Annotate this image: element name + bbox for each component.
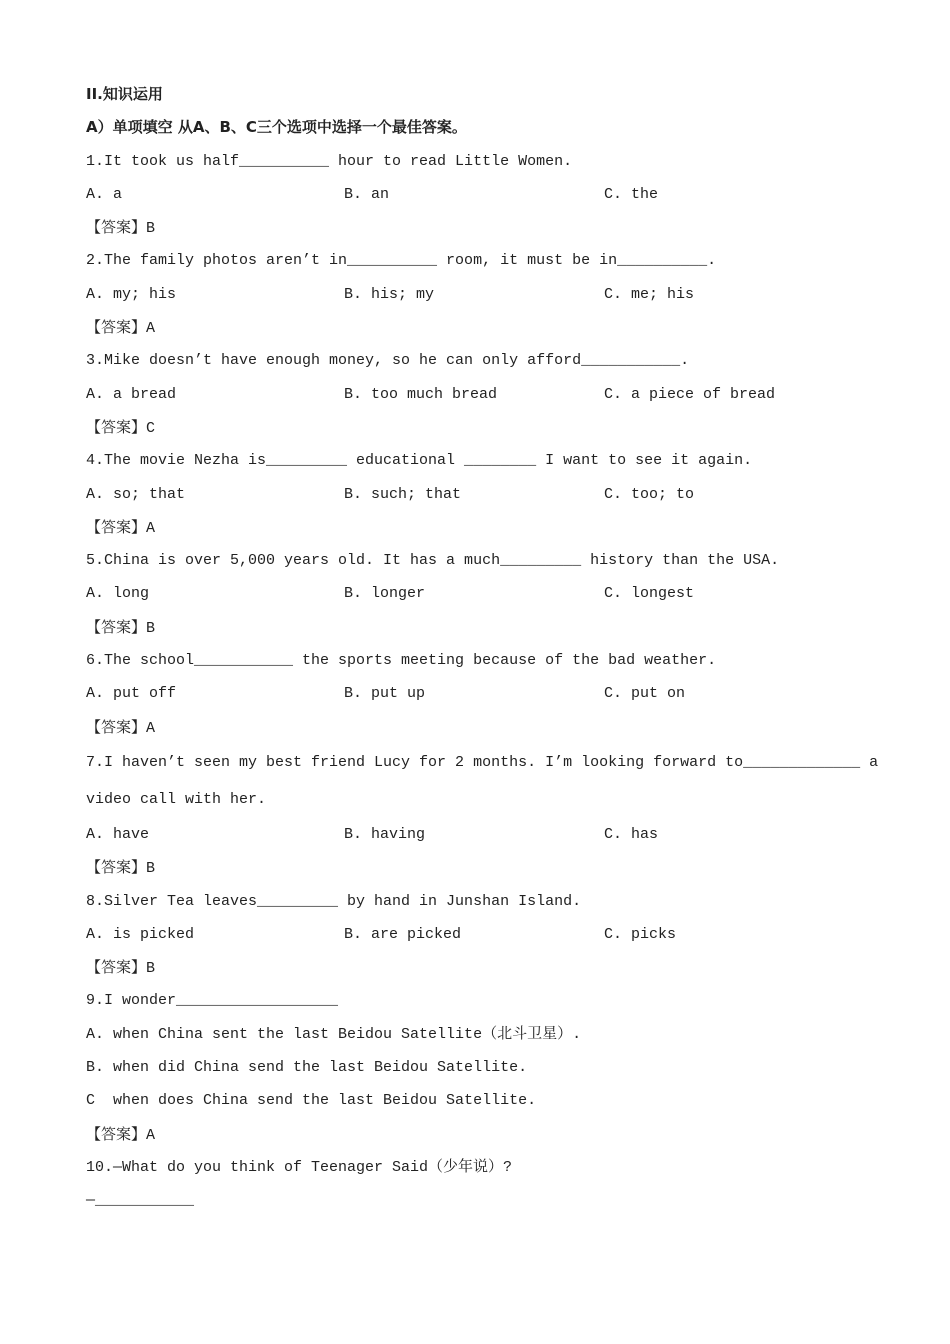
answer-line <box>86 951 866 984</box>
answer-line <box>86 211 866 244</box>
options-row <box>86 378 866 411</box>
option-c: C. put on <box>604 685 686 703</box>
question-stem <box>86 744 879 818</box>
answer-value: A <box>146 719 156 737</box>
option-b: B. put up <box>344 685 426 703</box>
document-page <box>86 78 879 1218</box>
question-stem: 6.The school___________ the sports meeting because of the bad weather. <box>86 652 717 670</box>
option-b: B. his; my <box>344 285 435 303</box>
answer-tag: 【答案】 <box>86 617 147 636</box>
answer-line <box>86 411 866 444</box>
options-row <box>86 577 866 610</box>
option-b: B. having <box>344 825 426 843</box>
option-c: C. picks <box>604 925 677 943</box>
question-stem: 8.Silver Tea leaves_________ by hand in Junshan Island. <box>86 892 582 910</box>
answer-value: B <box>146 220 156 238</box>
answer-value: B <box>146 960 156 978</box>
option-c: C. too; to <box>604 485 695 503</box>
question-stem: 4.The movie Nezha is_________ educational ________ I want to see it again. <box>86 452 753 470</box>
option-c: C. a piece of bread <box>604 385 776 403</box>
answer-line <box>86 611 866 644</box>
option-b: B. when did China send the last Beidou Satellite. <box>86 1059 528 1077</box>
option-b: B. an <box>344 185 390 203</box>
question-stem: 10.—What do you think of Teenager Said（少年说）? <box>86 1158 513 1176</box>
option-c: C when does China send the last Beidou Satellite. <box>86 1092 537 1110</box>
answer-tag: 【答案】 <box>86 717 147 736</box>
answer-line <box>86 311 866 344</box>
question-stem: 3.Mike doesn’t have enough money, so he can only afford___________. <box>86 352 690 370</box>
option-a: A. so; that <box>86 485 186 503</box>
option-b: B. such; that <box>344 485 462 503</box>
option-a: A. my; his <box>86 285 177 303</box>
options-row <box>86 918 866 951</box>
answer-value: B <box>146 860 156 878</box>
option-b: B. longer <box>344 585 426 603</box>
option-c: C. me; his <box>604 285 695 303</box>
option-a: A. have <box>86 825 150 843</box>
option-a: A. when China sent the last Beidou Satellite（北斗卫星）. <box>86 1025 582 1043</box>
answer-line <box>86 711 866 744</box>
answer-line <box>86 511 866 544</box>
answer-value: A <box>146 320 156 338</box>
reply-blank: —___________ <box>86 1192 195 1210</box>
answer-value: B <box>146 619 156 637</box>
options-row <box>86 178 866 211</box>
answer-value: A <box>146 1126 156 1144</box>
answer-tag: 【答案】 <box>86 1124 147 1143</box>
answer-tag: 【答案】 <box>86 858 147 877</box>
option-a: A. is picked <box>86 925 195 943</box>
question-stem: 9.I wonder__________________ <box>86 992 339 1010</box>
answer-line <box>86 1118 866 1151</box>
option-c: C. the <box>604 185 659 203</box>
question-stem-line-1: 7.I haven’t seen my best friend Lucy for 2 months. I’m looking forward to_____________ a <box>86 753 879 771</box>
answer-tag: 【答案】 <box>86 218 147 237</box>
options-row <box>86 478 866 511</box>
options-row <box>86 677 866 710</box>
answer-tag: 【答案】 <box>86 958 147 977</box>
question-stem: 2.The family photos aren’t in__________ room, it must be in__________. <box>86 252 717 270</box>
answer-value: A <box>146 519 156 537</box>
question-stem: 1.It took us half__________ hour to read Little Women. <box>86 152 573 170</box>
answer-tag: 【答案】 <box>86 318 147 337</box>
section-title: II.知识运用 <box>86 85 163 103</box>
answer-tag: 【答案】 <box>86 417 147 436</box>
option-b: B. too much bread <box>344 385 498 403</box>
option-b: B. are picked <box>344 925 462 943</box>
option-a: A. a <box>86 185 123 203</box>
options-row <box>86 278 866 311</box>
option-a: A. a bread <box>86 385 177 403</box>
option-c: C. has <box>604 825 659 843</box>
answer-value: C <box>146 419 156 437</box>
instruction-text: A）单项填空 从A、B、C三个选项中选择一个最佳答案。 <box>86 118 467 137</box>
option-c: C. longest <box>604 585 695 603</box>
question-stem-line-2: video call with her. <box>86 790 267 808</box>
options-row <box>86 818 866 851</box>
answer-line <box>86 851 866 884</box>
question-stem: 5.China is over 5,000 years old. It has a much_________ history than the USA. <box>86 552 780 570</box>
option-a: A. long <box>86 585 150 603</box>
option-a: A. put off <box>86 685 177 703</box>
answer-tag: 【答案】 <box>86 517 147 536</box>
